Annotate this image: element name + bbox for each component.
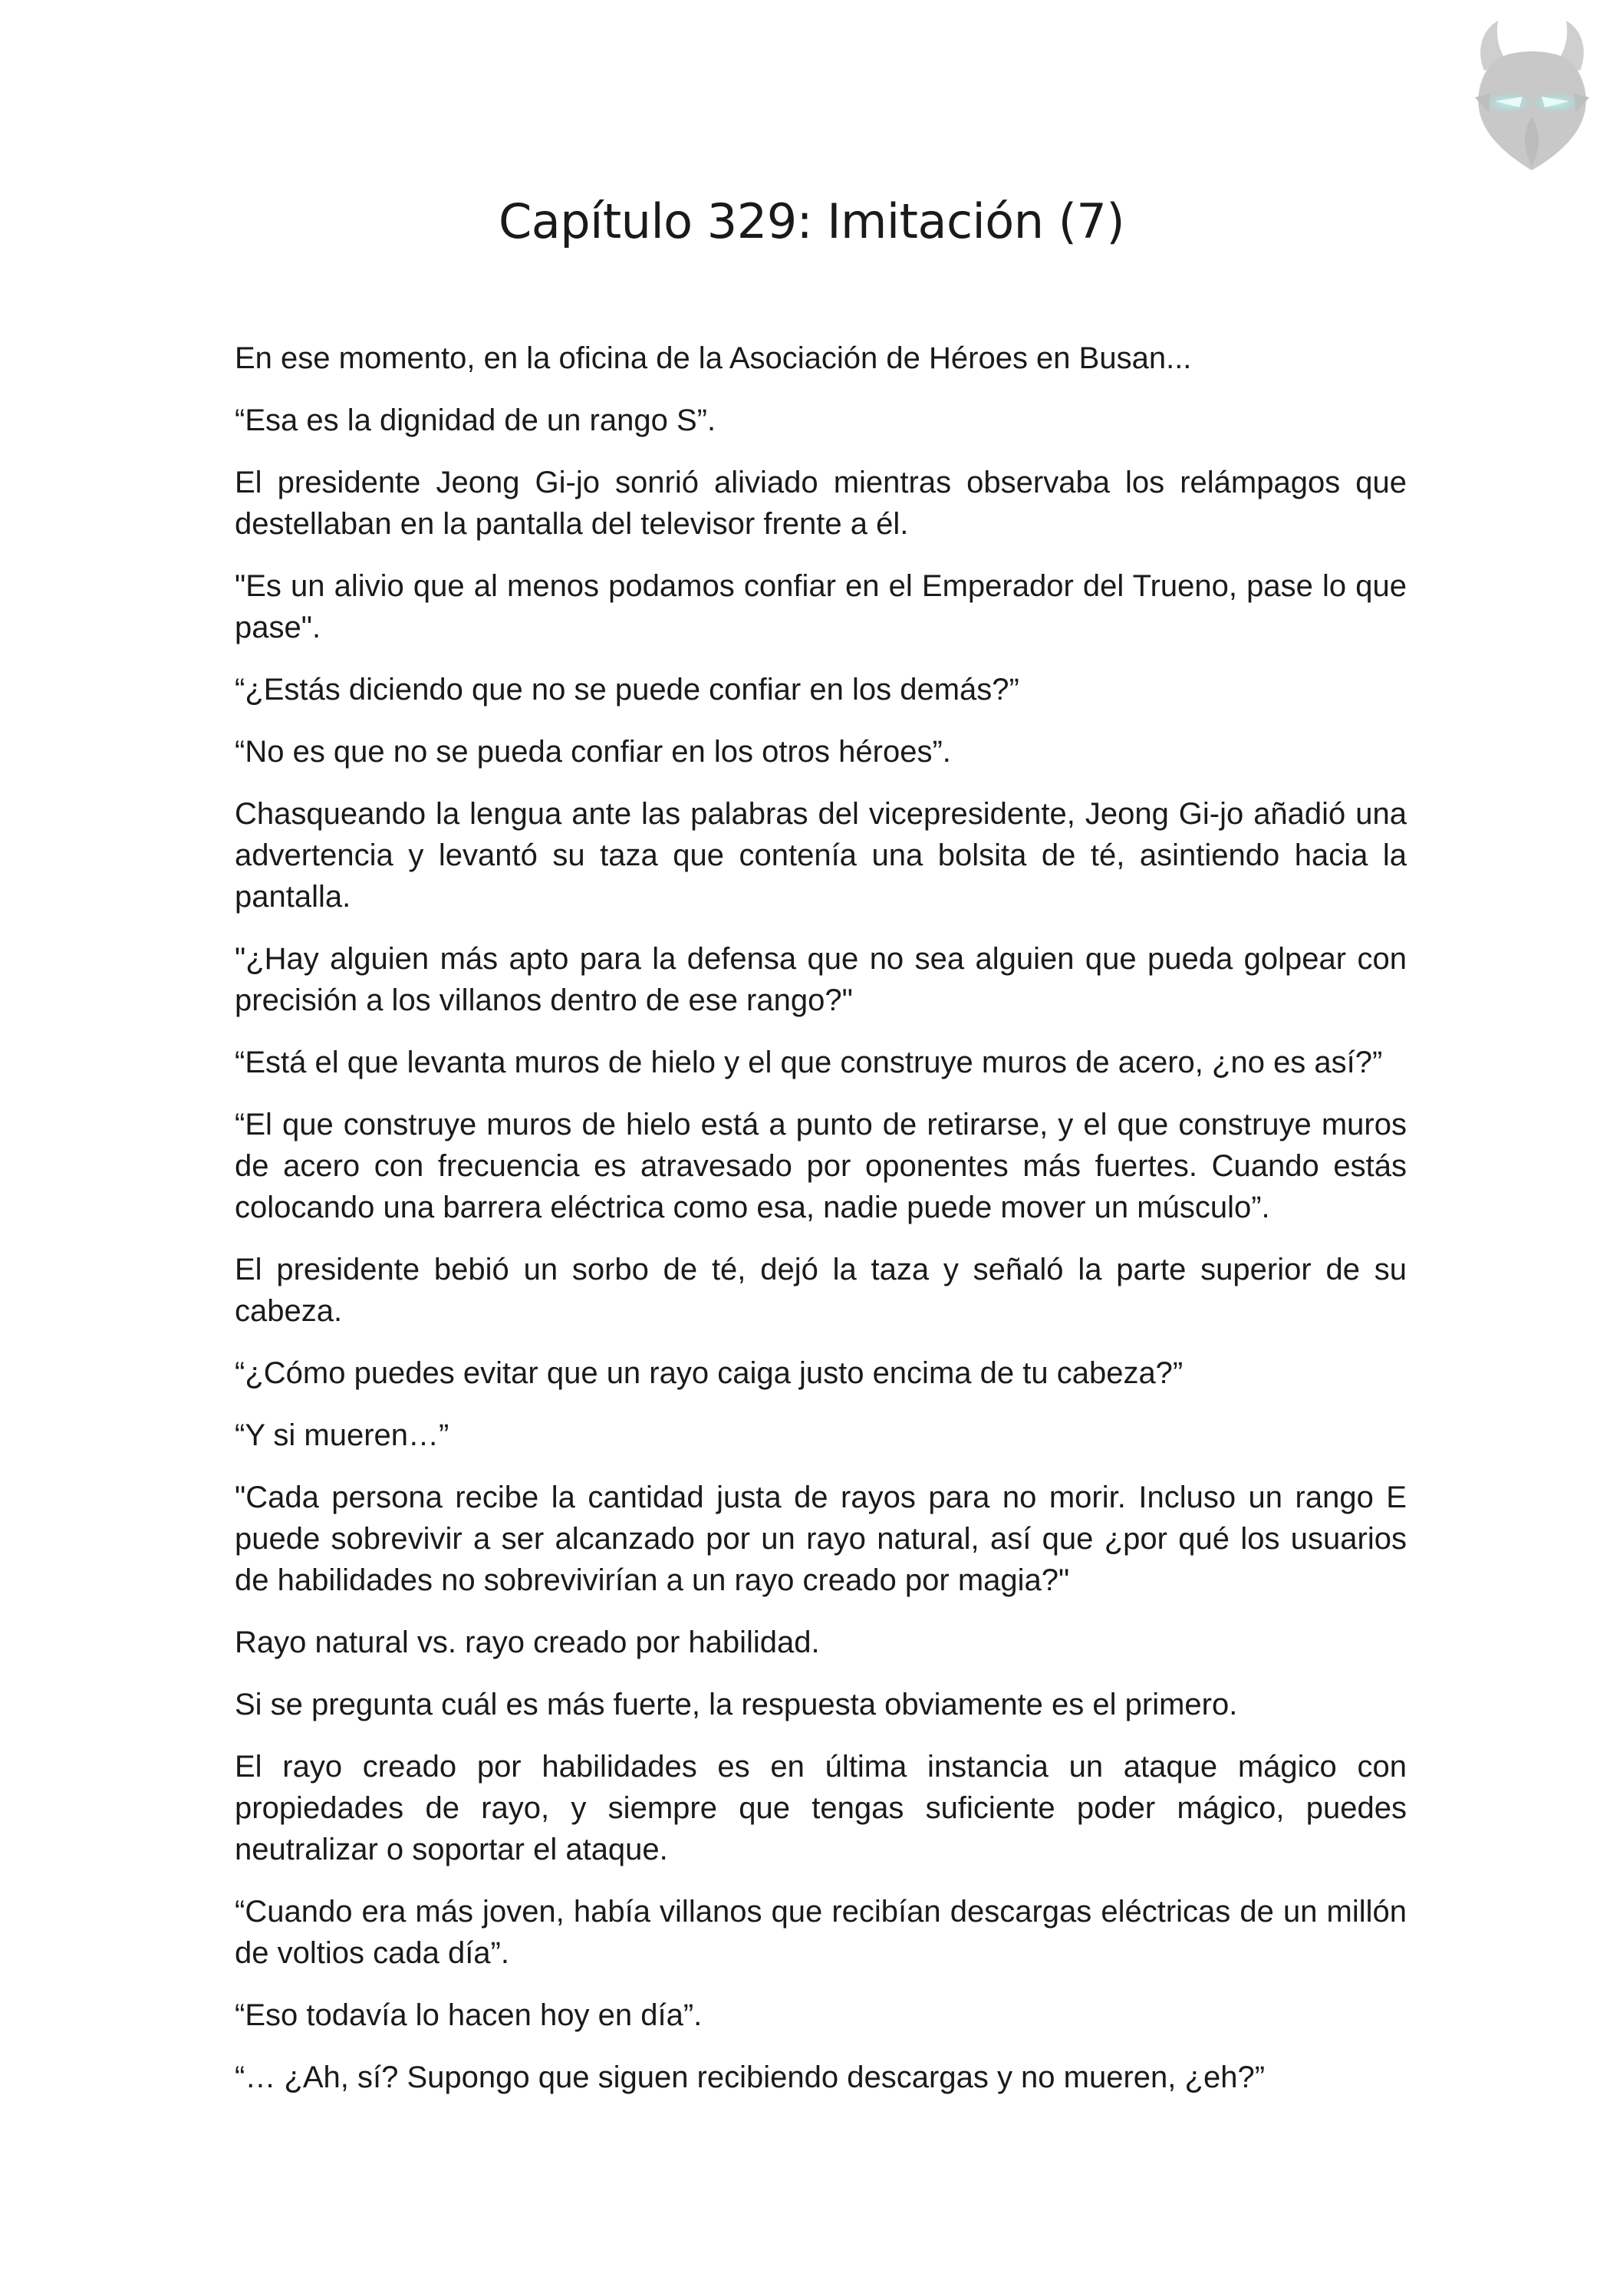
paragraph: Chasqueando la lengua ante las palabras del vicepresidente, Jeong Gi-jo añadió una advertencia y levantó su taza que contenía una bolsita de té, asintiendo hacia la pantalla. <box>235 797 1407 914</box>
paragraph: "Cada persona recibe la cantidad justa de rayos para no morir. Incluso un rango E puede sobrevivir a ser alcanzado por un rayo natural, así que ¿por qué los usuarios de habilidades no sobrevivirían a un rayo creado por magia?" <box>235 1481 1407 1597</box>
paragraph: “Cuando era más joven, había villanos que recibían descargas eléctricas de un millón de voltios cada día”. <box>235 1895 1407 1970</box>
paragraph: “Eso todavía lo hacen hoy en día”. <box>235 1998 703 2032</box>
paragraph: “Está el que levanta muros de hielo y el que construye muros de acero, ¿no es así?” <box>235 1046 1383 1079</box>
paragraph: Si se pregunta cuál es más fuerte, la respuesta obviamente es el primero. <box>235 1688 1238 1721</box>
paragraph: “¿Estás diciendo que no se puede confiar en los demás?” <box>235 673 1019 707</box>
paragraph: Rayo natural vs. rayo creado por habilidad. <box>235 1626 820 1659</box>
paragraph: "Es un alivio que al menos podamos confiar en el Emperador del Trueno, pase lo que pase". <box>235 569 1407 644</box>
paragraph: "¿Hay alguien más apto para la defensa que no sea alguien que pueda golpear con precisión a los villanos dentro de ese rango?" <box>235 942 1407 1017</box>
paragraph: El rayo creado por habilidades es en última instancia un ataque mágico con propiedades de rayo, y siempre que tengas suficiente poder mágico, puedes neutralizar o soportar el ataque. <box>235 1750 1407 1866</box>
chapter-title: Capítulo 329: Imitación (7) <box>498 193 1125 249</box>
paragraph: En ese momento, en la oficina de la Asociación de Héroes en Busan... <box>235 341 1192 375</box>
paragraph: “… ¿Ah, sí? Supongo que siguen recibiendo descargas y no mueren, ¿eh?” <box>235 2060 1266 2094</box>
demon-head-logo-icon <box>1461 17 1603 186</box>
paragraph: “No es que no se pueda confiar en los otros héroes”. <box>235 735 951 769</box>
paragraph: El presidente Jeong Gi-jo sonrió aliviado mientras observaba los relámpagos que destellaban en la pantalla del televisor frente a él. <box>235 466 1407 541</box>
paragraph: “Y si mueren…” <box>235 1418 449 1452</box>
paragraph: “El que construye muros de hielo está a punto de retirarse, y el que construye muros de acero con frecuencia es atravesado por oponentes más fuertes. Cuando estás colocando una barrera eléctrica como esa, nadie puede mover un músculo”. <box>235 1108 1407 1224</box>
chapter-body <box>235 338 1407 2119</box>
paragraph: “¿Cómo puedes evitar que un rayo caiga justo encima de tu cabeza?” <box>235 1356 1184 1390</box>
paragraph: El presidente bebió un sorbo de té, dejó la taza y señaló la parte superior de su cabeza. <box>235 1253 1407 1328</box>
paragraph: “Esa es la dignidad de un rango S”. <box>235 404 716 437</box>
